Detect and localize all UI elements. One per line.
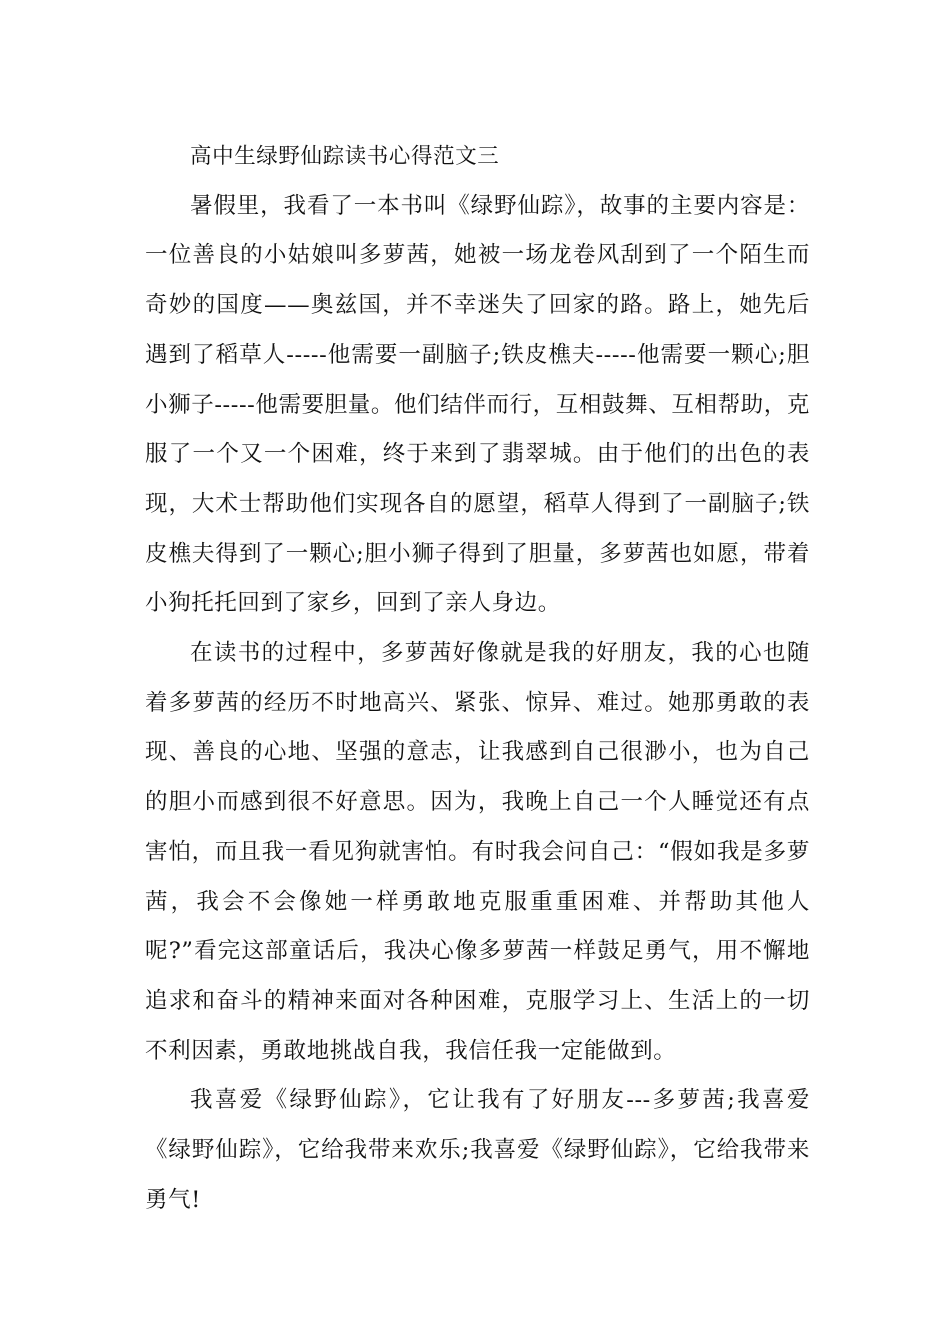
document-body [145, 132, 810, 1225]
paragraph-conclusion: 我喜爱《绿野仙踪》，它让我有了好朋友---多萝茜;我喜爱《绿野仙踪》，它给我带来欢乐;我喜爱《绿野仙踪》，它给我带来勇气! [145, 1087, 810, 1213]
paragraph-summary: 暑假里，我看了一本书叫《绿野仙踪》，故事的主要内容是：一位善良的小姑娘叫多萝茜，她被一场龙卷风刮到了一个陌生而奇妙的国度——奥兹国，并不幸迷失了回家的路。路上，她先后遇到了稻草人-----他需要一副脑子;铁皮樵夫-----他需要一颗心;胆小狮子-----他需要胆量。他们结伴而行，互相鼓舞、互相帮助，克服了一个又一个困难，终于来到了翡翠城。由于他们的出色的表现，大术士帮助他们实现各自的愿望，稻草人得到了一副脑子;铁皮樵夫得到了一颗心;胆小狮子得到了胆量，多萝茜也如愿，带着小狗托托回到了家乡，回到了亲人身边。 [145, 192, 810, 617]
document-title: 高中生绿野仙踪读书心得范文三 [190, 144, 500, 169]
paragraph-reflection: 在读书的过程中，多萝茜好像就是我的好朋友，我的心也随着多萝茜的经历不时地高兴、紧张、惊异、难过。她那勇敢的表现、善良的心地、坚强的意志，让我感到自己很渺小，也为自己的胆小而感到很不好意思。因为，我晚上自己一个人睡觉还有点害怕，而且我一看见狗就害怕。有时我会问自己：“假如我是多萝茜，我会不会像她一样勇敢地克服重重困难、并帮助其他人呢?”看完这部童话后，我决心像多萝茜一样鼓足勇气，用不懈地追求和奋斗的精神来面对各种困难，克服学习上、生活上的一切不利因素，勇敢地挑战自我，我信任我一定能做到。 [145, 640, 810, 1064]
